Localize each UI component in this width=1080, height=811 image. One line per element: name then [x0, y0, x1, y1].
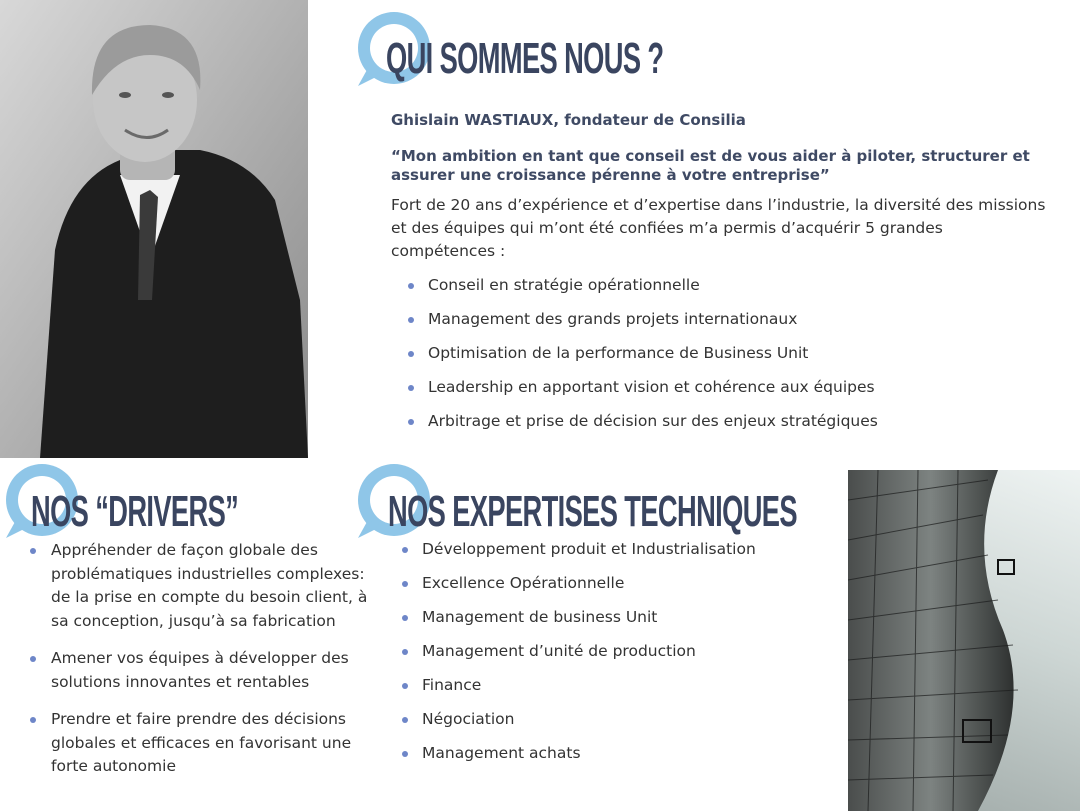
list-item: Management d’unité de production	[400, 640, 840, 674]
list-item: Arbitrage et prise de décision sur des enjeux stratégiques	[406, 410, 1026, 444]
section-title-drivers: NOS “DRIVERS”	[31, 487, 239, 536]
bullet-dot-icon	[402, 683, 408, 689]
bullet-dot-icon	[408, 317, 414, 323]
expertises-list	[400, 538, 840, 776]
list-item: Amener vos équipes à développer des solutions innovantes et rentables	[28, 647, 373, 694]
bullet-dot-icon	[408, 351, 414, 357]
list-item: Conseil en stratégie opérationnelle	[406, 274, 1026, 308]
list-item: Leadership en apportant vision et cohérence aux équipes	[406, 376, 1026, 410]
drivers-list	[28, 539, 373, 779]
bullet-dot-icon	[30, 548, 36, 554]
founder-name: Ghislain WASTIAUX, fondateur de Consilia	[391, 111, 746, 129]
bullet-dot-icon	[408, 419, 414, 425]
architecture-photo	[848, 470, 1080, 811]
list-item: Finance	[400, 674, 840, 708]
list-item: Management achats	[400, 742, 840, 776]
bullet-dot-icon	[402, 751, 408, 757]
competences-list	[406, 274, 1026, 444]
bullet-dot-icon	[402, 717, 408, 723]
list-item: Développement produit et Industrialisation	[400, 538, 840, 572]
bullet-dot-icon	[402, 581, 408, 587]
list-item: Prendre et faire prendre des décisions globales et efficaces en favorisant une forte autonomie	[28, 708, 373, 779]
list-item: Excellence Opérationnelle	[400, 572, 840, 606]
list-item: Management des grands projets internationaux	[406, 308, 1026, 342]
list-item: Négociation	[400, 708, 840, 742]
bullet-dot-icon	[30, 717, 36, 723]
list-item: Appréhender de façon globale des problématiques industrielles complexes: de la prise en compte du besoin client, à sa conception, jusqu’à sa fabrication	[28, 539, 373, 633]
bullet-dot-icon	[402, 649, 408, 655]
founder-quote: “Mon ambition en tant que conseil est de vous aider à piloter, structurer et assurer une croissance pérenne à votre entreprise”	[391, 147, 1030, 184]
bullet-dot-icon	[30, 656, 36, 662]
list-item: Management de business Unit	[400, 606, 840, 640]
bullet-dot-icon	[402, 547, 408, 553]
intro-paragraph: Fort de 20 ans d’expérience et d’expertise dans l’industrie, la diversité des missions et des équipes qui m’ont été confiées m’a permis d’acquérir 5 grandes compétences :	[391, 196, 1046, 260]
bullet-dot-icon	[408, 385, 414, 391]
section-title-expertises: NOS EXPERTISES TECHNIQUES	[388, 487, 797, 536]
bullet-dot-icon	[402, 615, 408, 621]
list-item: Optimisation de la performance de Business Unit	[406, 342, 1026, 376]
section-title-qui-sommes-nous: QUI SOMMES NOUS ?	[386, 34, 664, 83]
bullet-dot-icon	[408, 283, 414, 289]
founder-portrait	[0, 0, 308, 458]
